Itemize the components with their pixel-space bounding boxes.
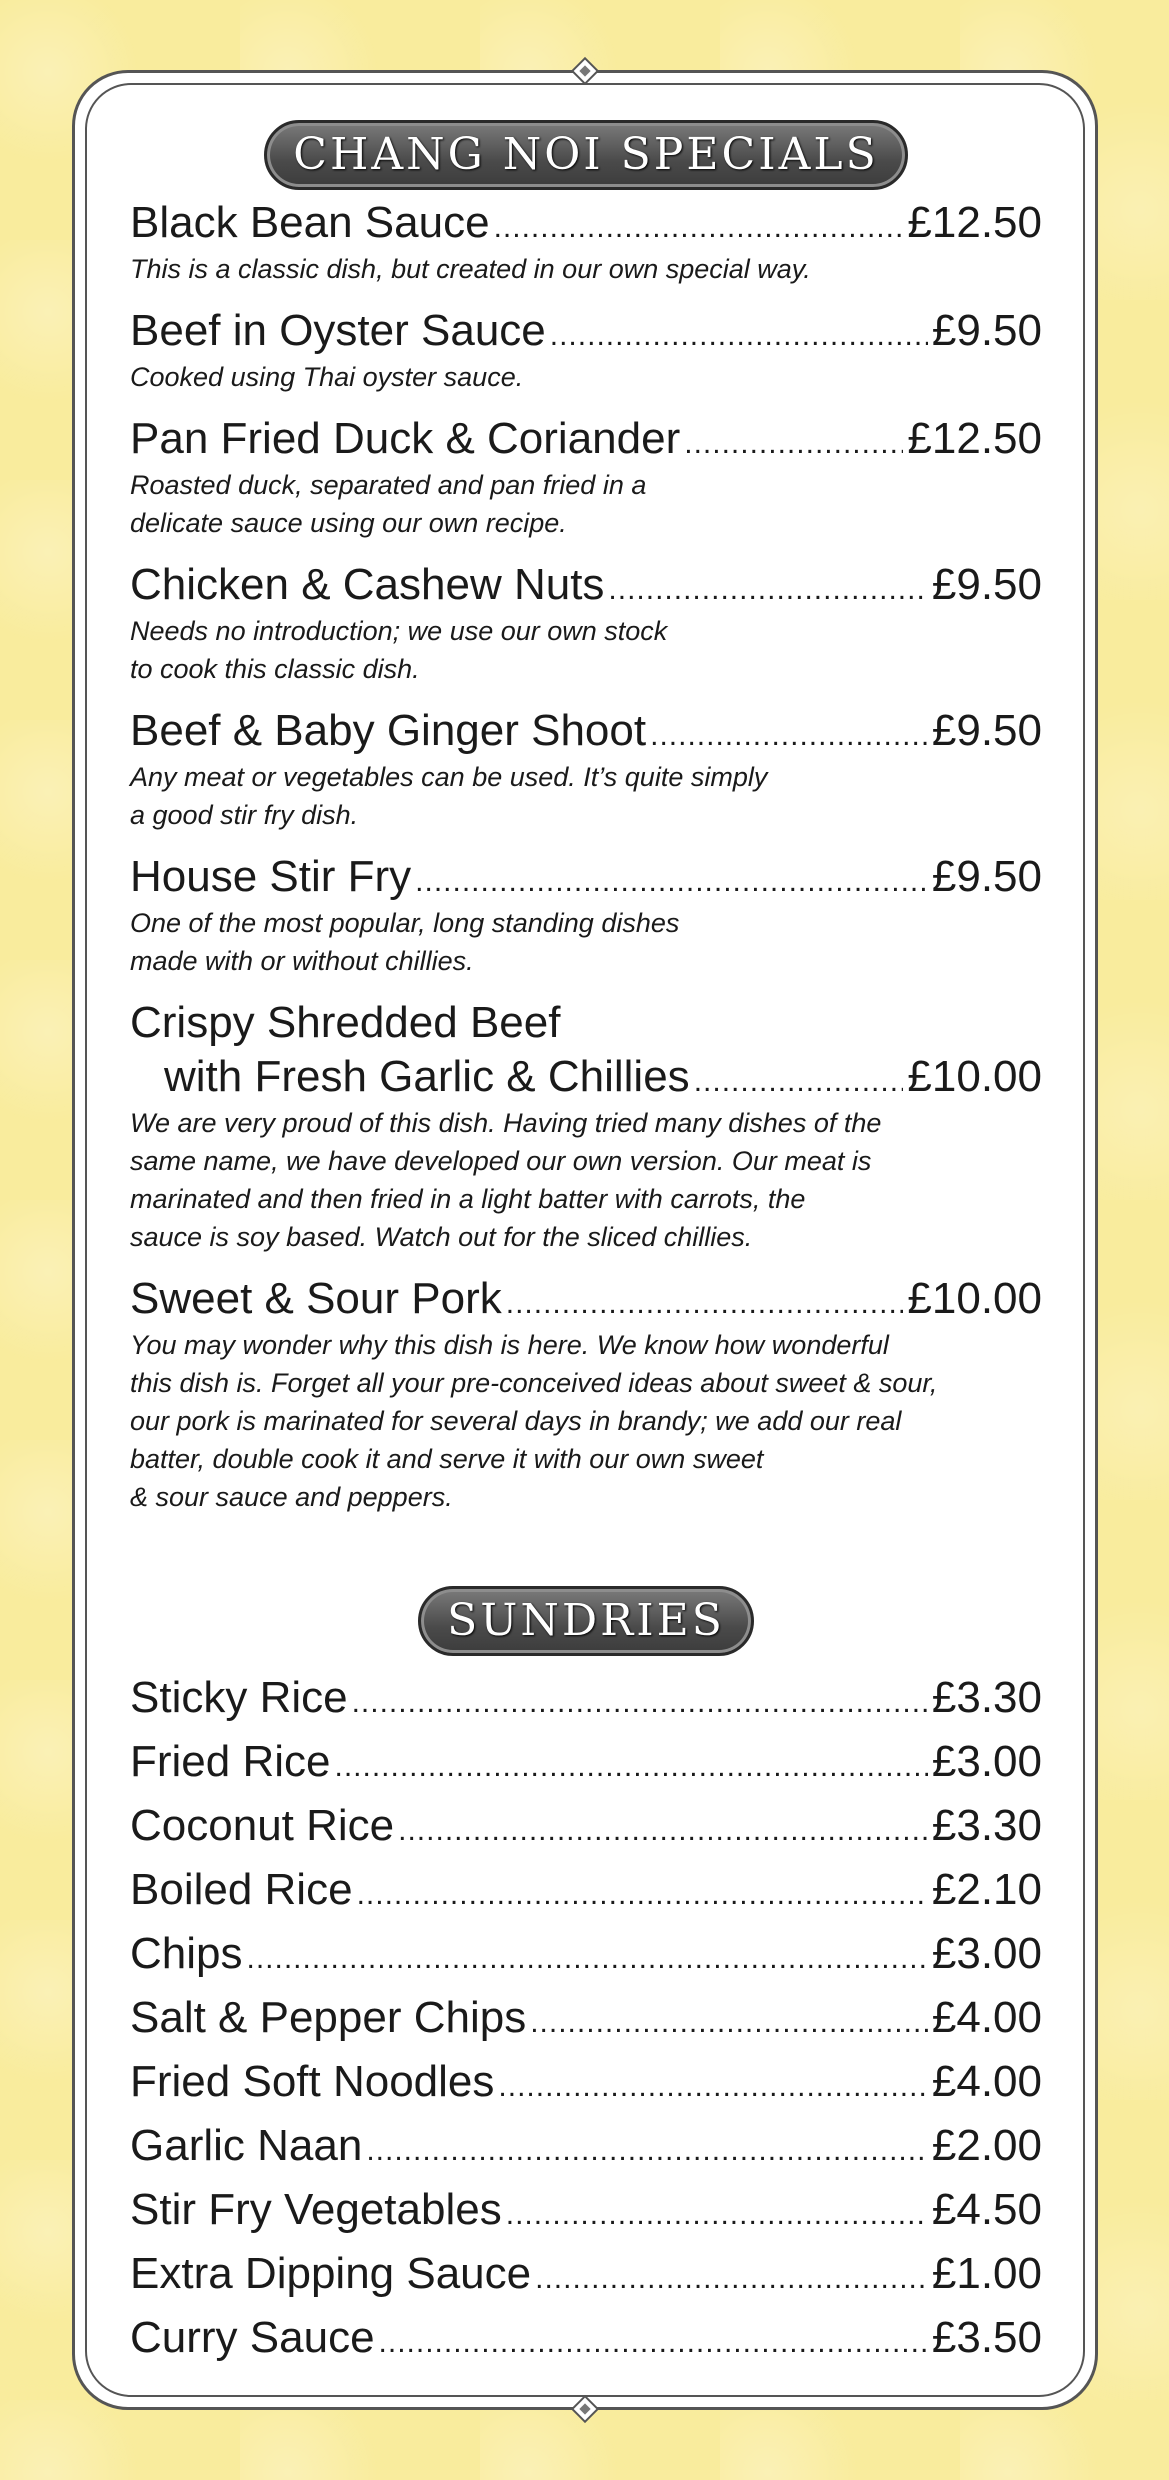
dish-price: £4.00 (931, 2057, 1042, 2106)
dish-description: Needs no introduction; we use our own stock to cook this classic dish. (130, 616, 668, 684)
sundries-list (130, 1666, 1042, 2370)
list-item (130, 1666, 1042, 1730)
specials-heading: CHANG NOI SPECIALS (264, 120, 907, 190)
dish-description: This is a classic dish, but created in our own special way. (130, 254, 811, 284)
list-item (130, 1858, 1042, 1922)
list-item (130, 1922, 1042, 1986)
dish-description: We are very proud of this dish. Having tried many dishes of the same name, we have developed our own version. Our meat is marinated and then fried in a light batter with carrots, the sauce is soy based. Watch out for the sliced chillies. (130, 1108, 882, 1252)
dish-name: Boiled Rice (130, 1865, 353, 1914)
dish-price: £9.50 (931, 560, 1042, 609)
dish-name: Fried Soft Noodles (130, 2057, 495, 2106)
dish-price: £9.50 (931, 852, 1042, 901)
dish-name: Black Bean Sauce (130, 198, 490, 247)
list-item (130, 2178, 1042, 2242)
specials-list (130, 196, 1042, 1516)
sundries-heading: SUNDRIES (418, 1586, 754, 1656)
dish-price: £9.50 (931, 706, 1042, 755)
list-item (130, 196, 1042, 288)
dish-price: £2.00 (931, 2121, 1042, 2170)
dish-name-continued: with Fresh Garlic & Chillies (164, 1052, 690, 1101)
dish-name: Sticky Rice (130, 1673, 348, 1722)
list-item (130, 2050, 1042, 2114)
dish-name: Salt & Pepper Chips (130, 1993, 527, 2042)
dish-price: £3.30 (931, 1673, 1042, 1722)
dish-price: £3.00 (931, 1737, 1042, 1786)
dish-price: £10.00 (907, 1052, 1042, 1101)
dish-price: £12.50 (907, 198, 1042, 247)
list-item (130, 850, 1042, 980)
diamond-ornament-icon (570, 56, 600, 86)
dish-price: £3.30 (931, 1801, 1042, 1850)
dish-name: Chips (130, 1929, 243, 1978)
dish-name: Stir Fry Vegetables (130, 2185, 502, 2234)
dish-description: Roasted duck, separated and pan fried in a delicate sauce using our own recipe. (130, 470, 647, 538)
list-item (130, 304, 1042, 396)
list-item (130, 1272, 1042, 1516)
list-item (130, 2306, 1042, 2370)
dish-description: Cooked using Thai oyster sauce. (130, 362, 524, 392)
dish-price: £10.00 (907, 1274, 1042, 1323)
dish-name: Pan Fried Duck & Coriander (130, 414, 681, 463)
list-item (130, 1730, 1042, 1794)
dish-name: Extra Dipping Sauce (130, 2249, 532, 2298)
list-item (130, 996, 1042, 1256)
dish-name: Fried Rice (130, 1737, 331, 1786)
list-item (130, 2114, 1042, 2178)
dish-price: £9.50 (931, 306, 1042, 355)
dish-name: Sweet & Sour Pork (130, 1274, 502, 1323)
dish-description: You may wonder why this dish is here. We know how wonderful this dish is. Forget all your pre-conceived ideas about sweet & sour, our pork is marinated for several days in brandy; we add our real batter, double cook it and serve it with our own sweet & sour sauce and peppers. (130, 1330, 938, 1512)
diamond-ornament-icon (570, 2394, 600, 2424)
dish-name: Curry Sauce (130, 2313, 375, 2362)
dish-name: Chicken & Cashew Nuts (130, 560, 605, 609)
dish-name: Coconut Rice (130, 1801, 395, 1850)
dish-price: £1.00 (931, 2249, 1042, 2298)
dish-name: Crispy Shredded Beef (130, 998, 561, 1047)
dish-price: £4.00 (931, 1993, 1042, 2042)
list-item (130, 2242, 1042, 2306)
dish-name: Garlic Naan (130, 2121, 363, 2170)
list-item (130, 1986, 1042, 2050)
dish-name: Beef in Oyster Sauce (130, 306, 546, 355)
dish-price: £2.10 (931, 1865, 1042, 1914)
list-item (130, 412, 1042, 542)
dish-name: Beef & Baby Ginger Shoot (130, 706, 647, 755)
dish-name: House Stir Fry (130, 852, 412, 901)
menu-content (130, 120, 1042, 2370)
list-item (130, 704, 1042, 834)
dish-description: One of the most popular, long standing dishes made with or without chillies. (130, 908, 680, 976)
list-item (130, 558, 1042, 688)
dish-price: £12.50 (907, 414, 1042, 463)
dish-price: £3.00 (931, 1929, 1042, 1978)
dish-price: £3.50 (931, 2313, 1042, 2362)
list-item (130, 1794, 1042, 1858)
dish-description: Any meat or vegetables can be used. It’s quite simply a good stir fry dish. (130, 762, 768, 830)
dish-price: £4.50 (931, 2185, 1042, 2234)
